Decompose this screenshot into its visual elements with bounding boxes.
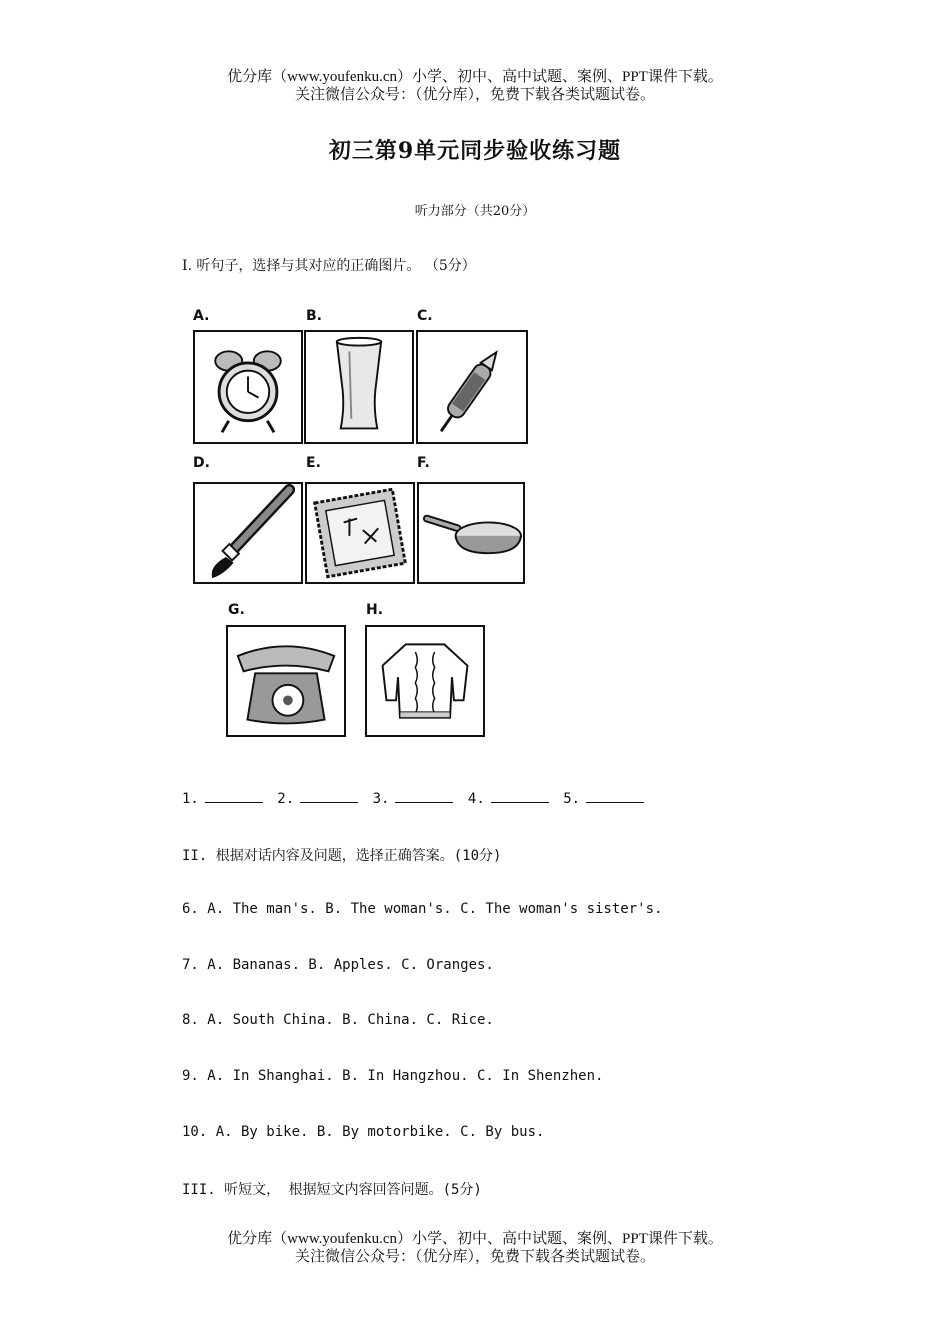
picture-h [365,625,485,737]
question-10: 10. A. By bike. B. By motorbike. C. By bus. [182,1124,545,1140]
section-1-heading: I. 听句子，选择与其对应的正确图片。 （5分） [182,258,476,274]
answer-blank-4[interactable] [491,790,549,803]
answer-label-4: 4. [467,791,485,807]
picture-label-c: C. [417,308,433,324]
picture-f [417,482,525,584]
header-line-2: 关注微信公众号：（优分库），免费下载各类试题试卷。 [294,87,655,103]
pen-icon [418,332,526,442]
answer-blanks-row [182,790,650,807]
picture-label-a: A. [193,308,210,324]
question-7: 7. A. Bananas. B. Apples. C. Oranges. [182,957,494,973]
answer-blank-2[interactable] [300,790,358,803]
picture-label-f: F. [417,455,430,471]
header-line-1: 优分库（www.youfenku.cn）小学、初中、高中试题、案例、PPT课件下载。 [227,69,723,85]
frying-pan-icon [419,484,523,582]
question-8: 8. A. South China. B. China. C. Rice. [182,1012,494,1028]
stamp-icon [307,484,413,582]
telephone-icon [228,627,344,735]
sweater-icon [367,627,483,735]
picture-a [193,330,303,444]
picture-label-e: E. [306,455,321,471]
glass-icon [306,332,412,442]
section-2-heading: II. 根据对话内容及问题，选择正确答案。(10分) [182,848,502,864]
answer-label-1: 1. [182,791,199,807]
answer-blank-5[interactable] [586,790,644,803]
footer-line-1: 优分库（www.youfenku.cn）小学、初中、高中试题、案例、PPT课件下载。 [227,1231,723,1247]
question-6: 6. A. The man's. B. The woman's. C. The woman's sister's. [182,901,663,917]
answer-blank-1[interactable] [205,790,263,803]
answer-label-3: 3. [372,791,390,807]
answer-label-5: 5. [563,791,581,807]
picture-label-g: G. [228,602,245,618]
picture-g [226,625,346,737]
question-9: 9. A. In Shanghai. B. In Hangzhou. C. In Shenzhen. [182,1068,604,1084]
footer-line-2: 关注微信公众号：（优分库），免费下载各类试题试卷。 [294,1249,655,1265]
picture-label-h: H. [366,602,384,618]
answer-label-2: 2. [277,791,295,807]
picture-c [416,330,528,444]
picture-label-d: D. [193,455,210,471]
section-3-heading: III. 听短文， 根据短文内容回答问题。(5分) [182,1182,482,1198]
picture-d [193,482,303,584]
paintbrush-icon [195,484,301,582]
alarm-clock-icon [195,332,301,442]
listening-subtitle: 听力部分（共20分） [414,204,536,219]
picture-e [305,482,415,584]
picture-b [304,330,414,444]
answer-blank-3[interactable] [395,790,453,803]
picture-label-b: B. [306,308,322,324]
page-title: 初三第9单元同步验收练习题 [328,138,622,164]
